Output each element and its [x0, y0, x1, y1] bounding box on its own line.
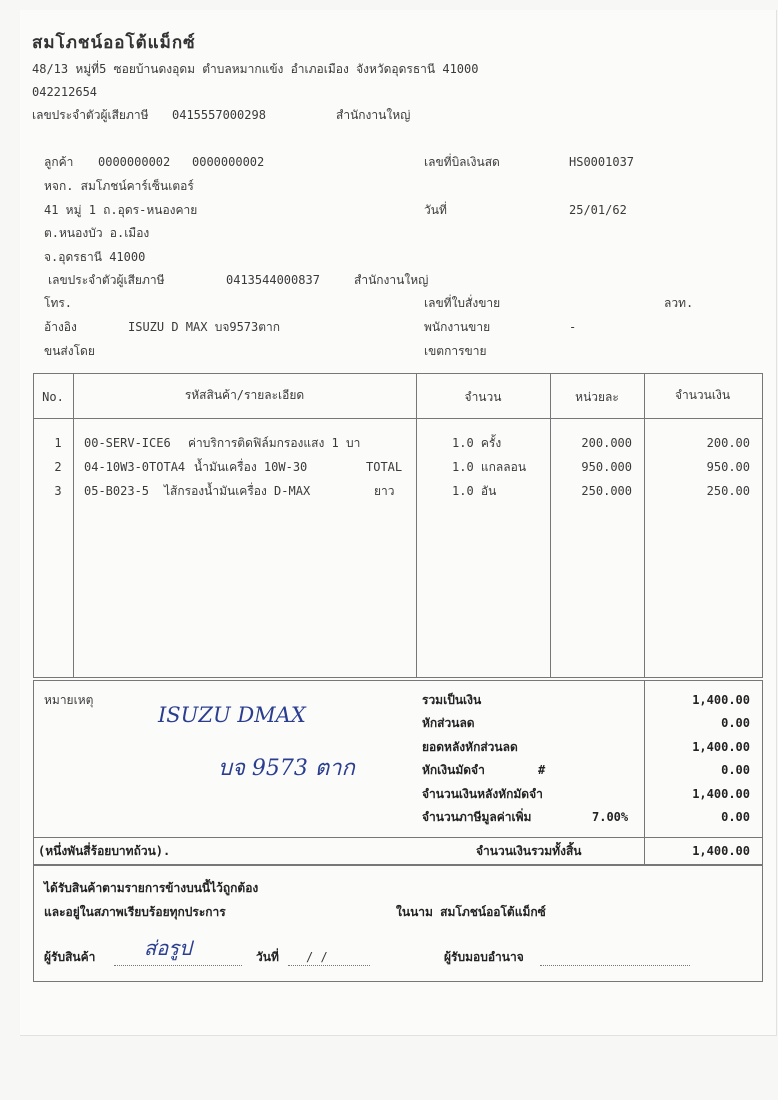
handwritten-plate-number: บจ 9573 ตาก	[218, 756, 355, 781]
sales-zone-label: เขตการขาย	[424, 344, 487, 358]
company-branch: สำนักงานใหญ่	[336, 108, 411, 122]
total-value-6: 0.00	[721, 810, 750, 824]
amount-in-words: (หนึ่งพันสี่ร้อยบาทถ้วน).	[38, 844, 171, 858]
total-label-2: หักส่วนลด	[422, 716, 475, 730]
deposit-mark: #	[538, 763, 546, 777]
row-3-code: 05-B023-5	[84, 484, 150, 498]
total-value-3: 1,400.00	[692, 740, 750, 754]
customer-tax-id: 0413544000837	[226, 273, 320, 287]
receive-date-label: วันที่	[256, 950, 279, 964]
table-col-divider	[550, 373, 551, 677]
notes-label: หมายเหตุ	[44, 693, 94, 707]
grand-total-value: 1,400.00	[692, 844, 750, 858]
customer-ref-label: อ้างอิง	[44, 320, 77, 334]
total-value-5: 1,400.00	[692, 787, 750, 801]
authorized-signature-line	[540, 965, 690, 966]
table-col-divider	[644, 373, 645, 677]
handwritten-vehicle-model: ISUZU DMAX	[158, 703, 306, 727]
customer-code-1: 0000000002	[98, 155, 171, 169]
row-1-code: 00-SERV-ICE6	[84, 436, 171, 450]
bill-number: HS0001037	[569, 155, 635, 169]
total-label-5: จำนวนเงินหลังหักมัดจำ	[422, 787, 543, 801]
customer-address-2: ต.หนองบัว อ.เมือง	[44, 226, 150, 240]
company-address: 48/13 หมู่ที่5 ซอยบ้านดงอุดม ตำบลหมากแข้ง อำเภอเมือง จังหวัดอุดรธานี 41000	[32, 62, 479, 76]
receipt-confirmation-line-1: ได้รับสินค้าตามรายการข้างบนนี้ไว้ถูกต้อง	[44, 881, 259, 895]
row-1-amount: 200.00	[706, 436, 750, 450]
receipt-page	[20, 10, 777, 1036]
salesperson-label: พนักงานขาย	[424, 320, 491, 334]
authorized-label: ผู้รับมอบอำนาจ	[444, 950, 524, 964]
company-phone: 042212654	[32, 85, 98, 99]
row-2-no: 2	[54, 460, 62, 474]
row-3-extra: ยาว	[374, 484, 395, 498]
vat-rate: 7.00%	[592, 810, 629, 824]
row-3-unit-price: 250.000	[581, 484, 632, 498]
sales-order-label: เลขที่ใบสั่งขาย	[424, 296, 501, 310]
receiver-label: ผู้รับสินค้า	[44, 950, 96, 964]
row-3-no: 3	[54, 484, 62, 498]
receive-date-blank: / /	[306, 950, 328, 964]
total-label-1: รวมเป็นเงิน	[422, 693, 482, 707]
customer-tel-label: โทร.	[44, 296, 73, 310]
customer-tax-label: เลขประจำตัวผู้เสียภาษี	[48, 273, 165, 287]
row-1-unit-price: 200.000	[581, 436, 632, 450]
customer-code-2: 0000000002	[192, 155, 265, 169]
row-1-no: 1	[54, 436, 62, 450]
company-tax-id: 0415557000298	[172, 108, 266, 122]
date-label: วันที่	[424, 203, 447, 217]
row-2-unit-price: 950.000	[581, 460, 632, 474]
row-2-extra: TOTAL	[366, 460, 403, 474]
customer-label: ลูกค้า	[44, 155, 74, 169]
customer-branch: สำนักงานใหญ่	[354, 273, 429, 287]
company-name: สมโภชน์ออโต้แม็กซ์	[32, 33, 196, 53]
customer-ship-label: ขนส่งโดย	[44, 344, 95, 358]
total-value-4: 0.00	[721, 763, 750, 777]
receiver-signature-line	[114, 965, 242, 966]
receive-date-line	[288, 965, 370, 966]
row-1-description: ค่าบริการติดฟิล์มกรองแสง 1 บา	[188, 436, 361, 450]
row-3-quantity: 1.0 อัน	[452, 484, 497, 498]
total-label-6: จำนวนภาษีมูลค่าเพิ่ม	[422, 810, 532, 824]
header-no: No.	[42, 390, 64, 404]
row-2-description: น้ำมันเครื่อง 10W-30	[194, 460, 308, 474]
customer-name: หจก. สมโภชน์คาร์เซ็นเตอร์	[44, 179, 194, 193]
table-col-divider	[416, 373, 417, 677]
sales-order-value: ลวท.	[664, 296, 694, 310]
row-2-quantity: 1.0 แกลลอน	[452, 460, 527, 474]
total-label-3: ยอดหลังหักส่วนลด	[422, 740, 518, 754]
on-behalf-of: ในนาม สมโภชน์ออโต้แม็กซ์	[396, 905, 546, 919]
row-3-description: ไส้กรองน้ำมันเครื่อง D-MAX	[164, 484, 311, 498]
row-1-quantity: 1.0 ครั้ง	[452, 436, 502, 450]
bill-number-label: เลขที่บิลเงินสด	[424, 155, 500, 169]
customer-address-3: จ.อุดรธานี 41000	[44, 250, 146, 264]
header-unit-price: หน่วยละ	[575, 390, 619, 404]
row-2-amount: 950.00	[706, 460, 750, 474]
header-description: รหัสสินค้า/รายละเอียด	[184, 388, 305, 402]
header-amount: จำนวนเงิน	[674, 388, 731, 402]
receiver-signature: ส่อรูป	[144, 936, 192, 960]
row-2-code: 04-10W3-0TOTA4	[84, 460, 186, 474]
total-value-1: 1,400.00	[692, 693, 750, 707]
total-value-2: 0.00	[721, 716, 750, 730]
header-quantity: จำนวน	[464, 390, 502, 404]
company-tax-label: เลขประจำตัวผู้เสียภาษี	[32, 108, 149, 122]
row-3-amount: 250.00	[706, 484, 750, 498]
total-label-4: หักเงินมัดจำ	[422, 763, 485, 777]
salesperson-value: -	[569, 320, 577, 334]
customer-address-1: 41 หมู่ 1 ถ.อุดร-หนองคาย	[44, 203, 198, 217]
grand-total-label: จำนวนเงินรวมทั้งสิ้น	[476, 844, 582, 858]
receipt-confirmation-line-2: และอยู่ในสภาพเรียบร้อยทุกประการ	[44, 905, 226, 919]
bill-date: 25/01/62	[569, 203, 627, 217]
table-col-divider	[73, 373, 74, 677]
summary-divider	[33, 837, 762, 838]
table-header-divider	[33, 418, 762, 419]
customer-ref-value: ISUZU D MAX บจ9573ตาก	[128, 320, 281, 334]
